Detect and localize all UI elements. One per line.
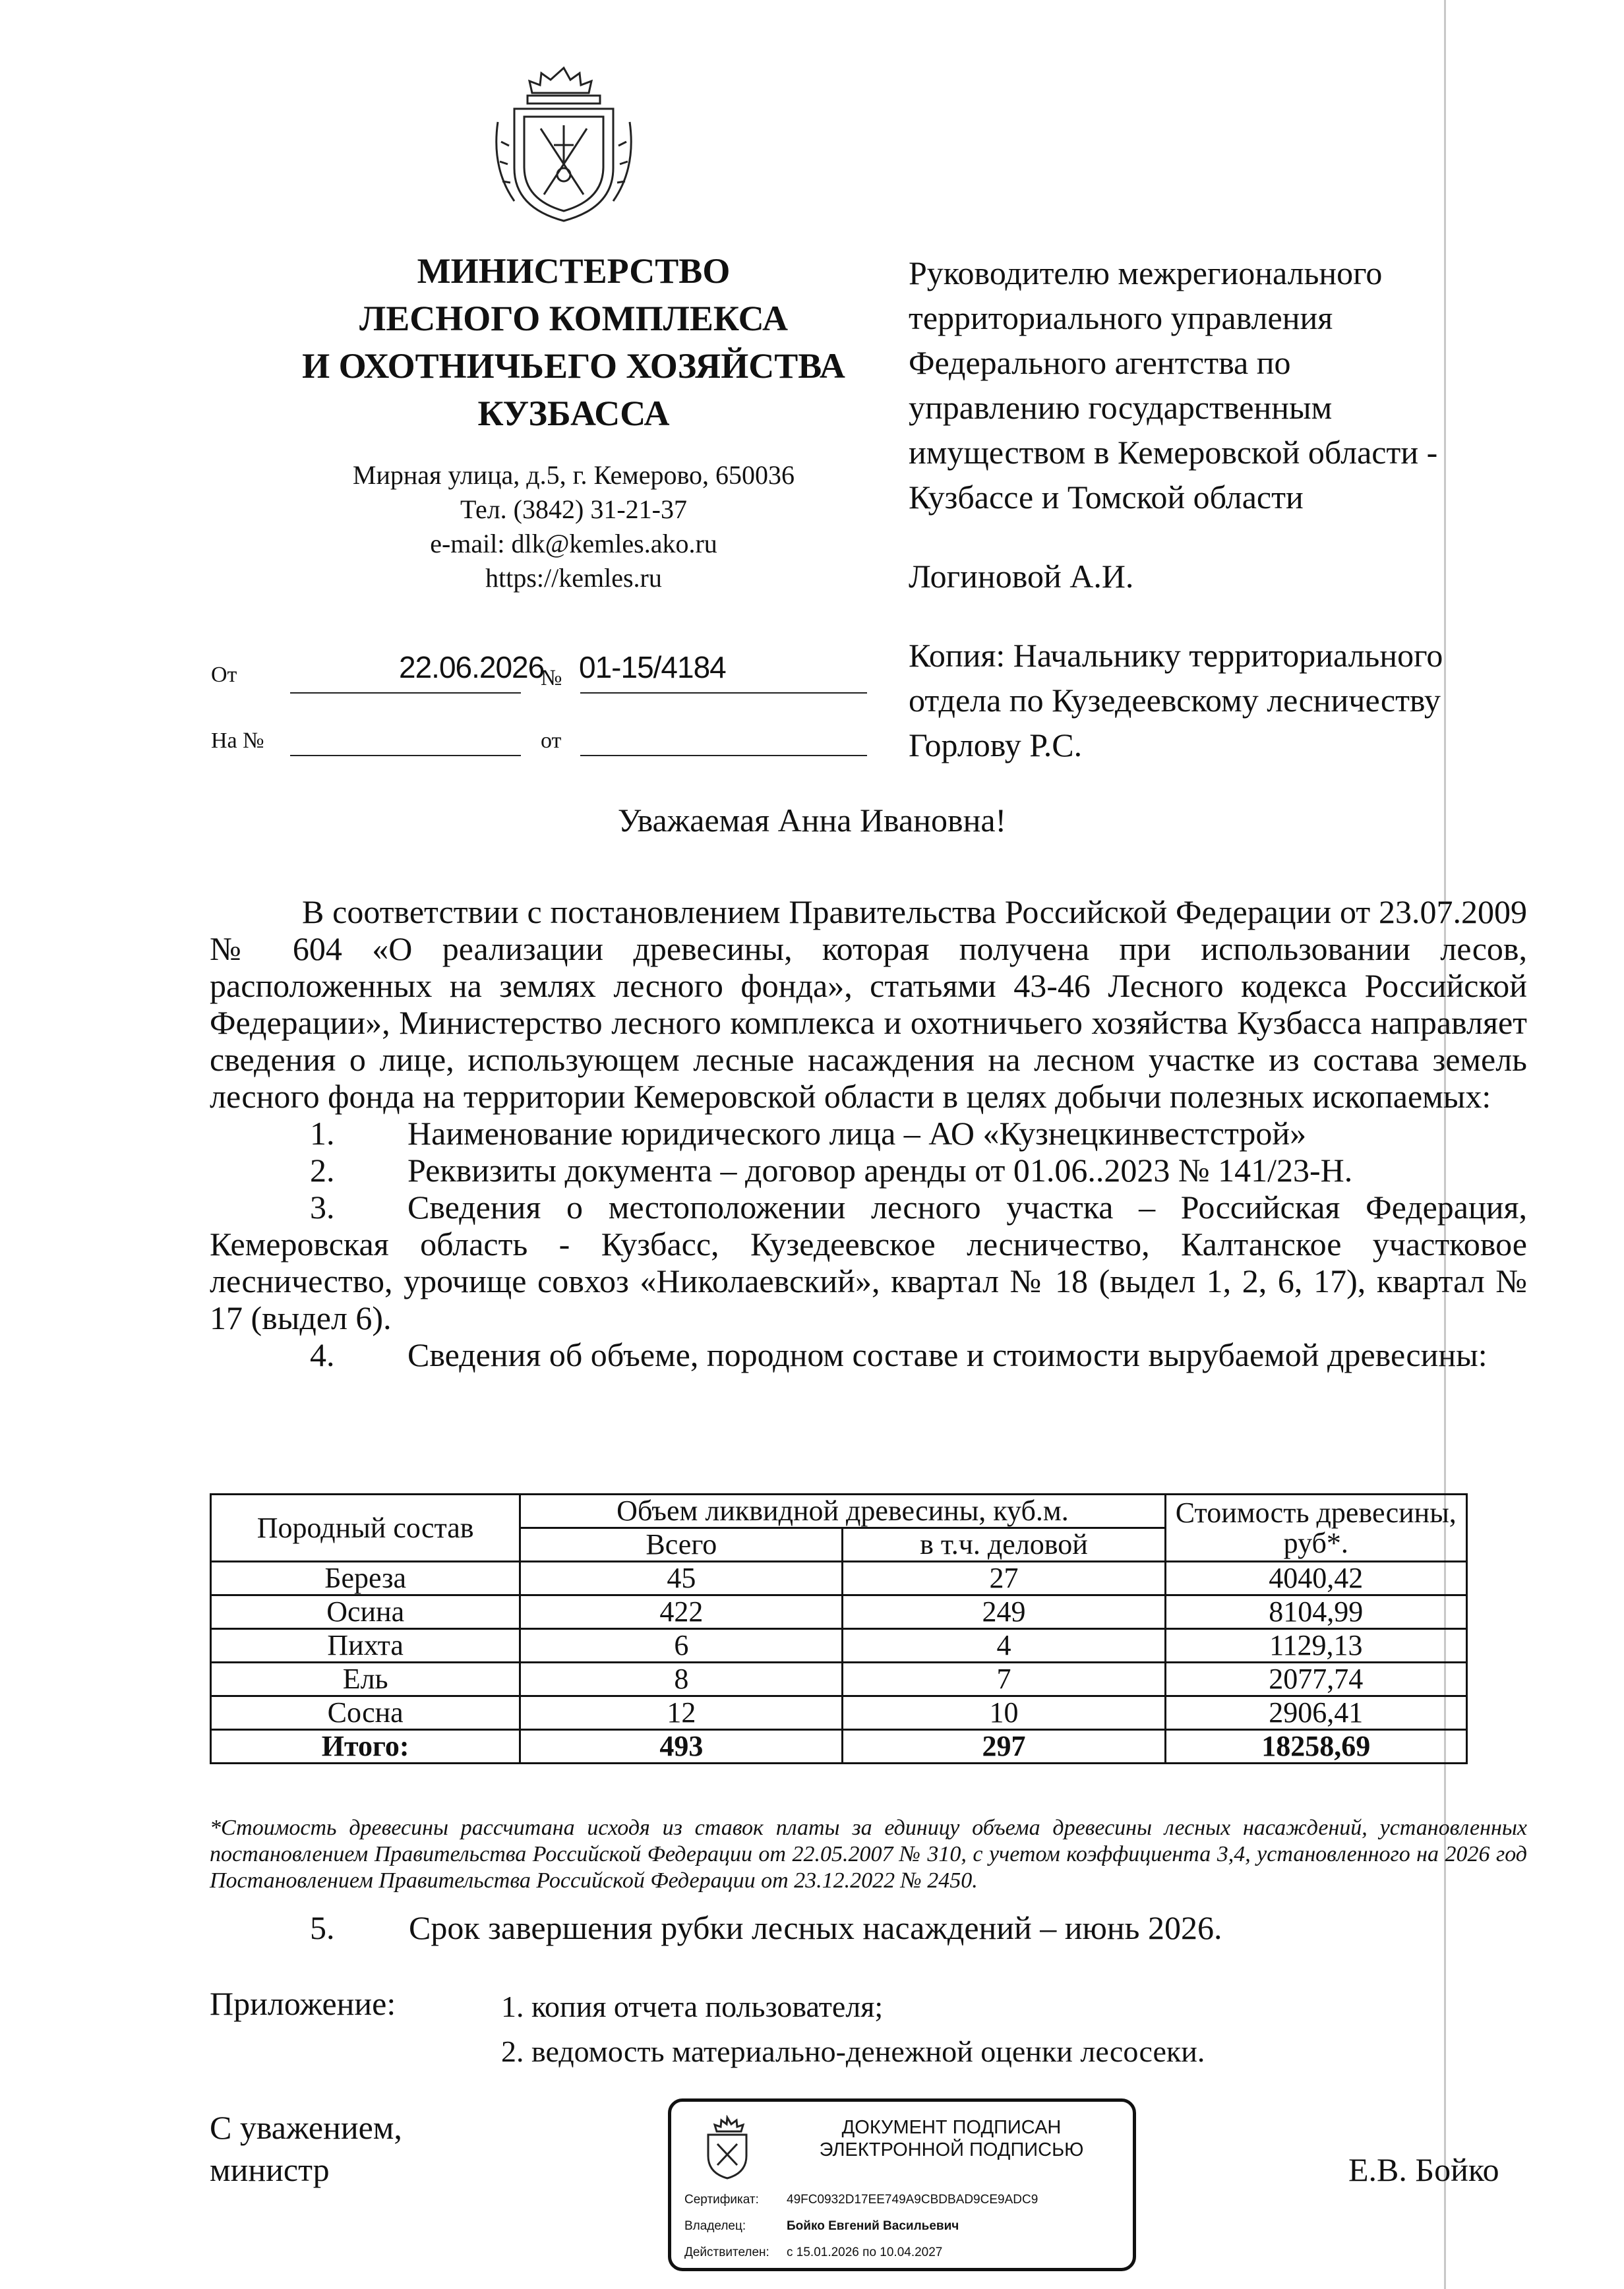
cell-total: 422 xyxy=(520,1595,843,1629)
item-number: 1. xyxy=(310,1115,335,1152)
cell-commercial: 10 xyxy=(843,1696,1165,1730)
cell-commercial: 297 xyxy=(843,1730,1165,1764)
table-footnote: *Стоимость древесины рассчитана исходя из ставок платы за единицу объема древесины лесных насаждений, установленных постановлением Правительства Российской Федерации от 22.05.2007 № 310, с учетом коэффициента 3,4, установленного на 2026 год Постановлением Правительства Российской Федерации от 23.12.2022 № 2450. xyxy=(210,1816,1527,1893)
stamp-title-line: ЭЛЕКТРОННОЙ ПОДПИСЬЮ xyxy=(819,2139,1084,2160)
header-volume: Объем ликвидной древесины, куб.м. xyxy=(520,1495,1165,1528)
copy-line: отдела по Кузедеевскому лесничеству xyxy=(909,682,1441,719)
cell-total: 6 xyxy=(520,1629,843,1663)
number-sign: № xyxy=(541,666,562,690)
ministry-line-3: И ОХОТНИЧЬЕГО ХОЗЯЙСТВА xyxy=(302,346,845,386)
item-text: Сведения о местоположении лесного участка – Российская Федерация, Кемеровская область - Кузбасс, Кузедеевское лесничество, Калтанское участковое лесничество, урочище совхоз «Николаевский», квартал № 18 (выдел 1, 2, 6, 17), квартал № 17 (выдел 6). xyxy=(210,1189,1527,1336)
cell-cost: 2077,74 xyxy=(1165,1663,1466,1696)
recipient-block xyxy=(909,251,1568,767)
table-row xyxy=(211,1663,1467,1696)
signer-position: министр xyxy=(210,2151,330,2188)
item-text: Наименование юридического лица – АО «Кузнецкинвестстрой» xyxy=(407,1115,1307,1152)
wood-volume-table xyxy=(210,1493,1468,1764)
cell-cost: 2906,41 xyxy=(1165,1696,1466,1730)
recipient-line: Федерального агентства по xyxy=(909,344,1291,381)
attachments-list xyxy=(501,1984,1205,2074)
cell-cost: 4040,42 xyxy=(1165,1562,1466,1595)
copy-line: Горлову Р.С. xyxy=(909,727,1083,763)
cell-species: Береза xyxy=(211,1562,520,1595)
cell-total: 8 xyxy=(520,1663,843,1696)
list-item-5 xyxy=(310,1909,1222,1947)
cell-cost: 8104,99 xyxy=(1165,1595,1466,1629)
list-item xyxy=(210,1336,1527,1373)
cell-commercial: 7 xyxy=(843,1663,1165,1696)
date-line xyxy=(290,692,521,694)
item-text: Срок завершения рубки лесных насаждений – июнь 2026. xyxy=(409,1909,1222,1946)
cell-commercial: 249 xyxy=(843,1595,1165,1629)
intro-paragraph: В соответствии с постановлением Правительства Российской Федерации от 23.07.2009 № 604 «О реализации древесины, которая получена при использовании лесов, расположенных на землях лесного фонда», статьями 43-46 Лесного кодекса Российской Федерации», Министерство лесного комплекса и охотничьего хозяйства Кузбасса направляет сведения о лице, использующем лесные насаждения на лесном участке из состава земель лесного фонда на территории Кемеровской области в целях добычи полезных ископаемых: xyxy=(210,893,1527,1115)
item-number: 3. xyxy=(310,1189,335,1226)
attachment-item: 1. копия отчета пользователя; xyxy=(501,1990,884,2023)
letter-body xyxy=(210,893,1527,1373)
number-line xyxy=(580,692,867,694)
recipient-line: территориального управления xyxy=(909,299,1333,336)
item-number: 2. xyxy=(310,1152,335,1189)
list-item xyxy=(210,1115,1527,1152)
attachment-item: 2. ведомость материально-денежной оценки лесосеки. xyxy=(501,2035,1205,2068)
cell-species: Сосна xyxy=(211,1696,520,1730)
cell-total: 12 xyxy=(520,1696,843,1730)
from-label: От xyxy=(211,663,237,687)
item-number: 4. xyxy=(310,1336,335,1373)
stamp-value: с 15.01.2026 по 10.04.2027 xyxy=(787,2245,943,2259)
stamp-value: Бойко Евгений Васильевич xyxy=(787,2219,959,2233)
ref-date-line xyxy=(580,755,867,756)
ministry-line-2: ЛЕСНОГО КОМПЛЕКСА xyxy=(359,299,788,338)
stamp-value: 49FC0932D17EE749A9CBDBAD9CE9ADC9 xyxy=(787,2193,1038,2207)
recipient-line: управлению государственным xyxy=(909,389,1333,426)
recipient-line: имуществом в Кемеровской области - xyxy=(909,434,1438,471)
electronic-signature-stamp xyxy=(668,2098,1136,2271)
item-text: Сведения об объеме, породном составе и стоимости вырубаемой древесины: xyxy=(407,1336,1488,1373)
stamp-label: Действителен: xyxy=(684,2245,769,2259)
table-total-row xyxy=(211,1730,1467,1764)
email: e-mail: dlk@kemles.ako.ru xyxy=(430,529,717,558)
cell-species: Осина xyxy=(211,1595,520,1629)
table-row xyxy=(211,1562,1467,1595)
website: https://kemles.ru xyxy=(485,563,662,593)
recipient-name: Логиновой А.И. xyxy=(909,558,1134,595)
greeting: Уважаемая Анна Ивановна! xyxy=(617,802,1007,839)
stamp-owner xyxy=(684,2219,959,2234)
registration-date: 22.06.2026 xyxy=(399,650,545,684)
recipient-line: Кузбассе и Томской области xyxy=(909,479,1304,516)
cell-total: 45 xyxy=(520,1562,843,1595)
closing xyxy=(210,2106,402,2191)
cell-commercial: 27 xyxy=(843,1562,1165,1595)
list-item xyxy=(210,1189,1527,1336)
header-cost: Стоимость древесины, руб*. xyxy=(1165,1495,1466,1562)
stamp-title xyxy=(777,2116,1126,2161)
cell-cost: 1129,13 xyxy=(1165,1629,1466,1663)
recipient-line: Руководителю межрегионального xyxy=(909,254,1383,291)
closing-line: С уважением, xyxy=(210,2109,402,2146)
stamp-label: Сертификат: xyxy=(684,2193,759,2207)
kuzbass-coat-of-arms-icon xyxy=(488,63,640,227)
ref-number-line xyxy=(290,755,521,756)
copy-line: Копия: Начальнику территориального xyxy=(909,637,1443,674)
registration-number: 01-15/4184 xyxy=(579,650,726,684)
cell-commercial: 4 xyxy=(843,1629,1165,1663)
table-row xyxy=(211,1595,1467,1629)
cell-total: 493 xyxy=(520,1730,843,1764)
cell-species: Пихта xyxy=(211,1629,520,1663)
ref-from-label: от xyxy=(541,728,562,753)
cell-species: Ель xyxy=(211,1663,520,1696)
table-row xyxy=(211,1696,1467,1730)
list-item xyxy=(210,1152,1527,1189)
item-text: Реквизиты документа – договор аренды от 01.06..2023 № 141/23-Н. xyxy=(407,1152,1353,1189)
header-total: Всего xyxy=(520,1528,843,1562)
ministry-line-1: МИНИСТЕРСТВО xyxy=(417,251,731,291)
address: Мирная улица, д.5, г. Кемерово, 650036 xyxy=(352,460,795,490)
table-row xyxy=(211,1629,1467,1663)
header-commercial: в т.ч. деловой xyxy=(843,1528,1165,1562)
stamp-label: Владелец: xyxy=(684,2219,746,2233)
signer-name: Е.В. Бойко xyxy=(1348,2151,1499,2188)
stamp-certificate xyxy=(684,2193,1038,2207)
item-number: 5. xyxy=(310,1909,335,1946)
stamp-validity xyxy=(684,2245,942,2260)
header-species: Породный состав xyxy=(211,1495,520,1562)
ref-label: На № xyxy=(211,728,264,753)
ministry-line-4: КУЗБАССА xyxy=(477,394,670,433)
cell-species: Итого: xyxy=(211,1730,520,1764)
cell-cost: 18258,69 xyxy=(1165,1730,1466,1764)
ministry-name xyxy=(198,247,949,437)
ministry-contacts xyxy=(198,458,949,595)
coat-of-arms-small-icon xyxy=(698,2115,757,2181)
attachments-label: Приложение: xyxy=(210,1985,396,2022)
phone: Тел. (3842) 31-21-37 xyxy=(460,494,687,524)
stamp-title-line: ДОКУМЕНТ ПОДПИСАН xyxy=(841,2117,1062,2138)
